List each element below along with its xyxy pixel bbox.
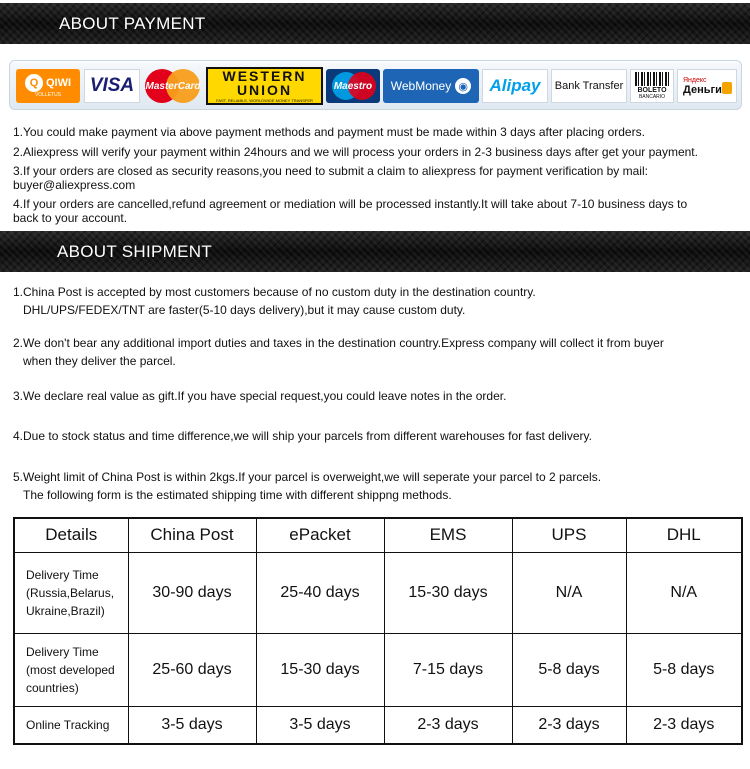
boleto-logo-text: BOLETO — [637, 87, 667, 94]
row-label-line: Delivery Time — [26, 567, 99, 582]
table-cell: 5-8 days — [512, 633, 626, 706]
table-cell: 15-30 days — [384, 552, 512, 633]
western-union-logo-text-2: UNION — [236, 82, 293, 98]
western-union-logo-subtext: FAST, RELIABLE, WORLDWIDE MONEY TRANSFER — [216, 98, 313, 103]
payment-logos-strip — [9, 60, 742, 110]
row-label-line: Delivery Time — [26, 644, 99, 659]
table-header-row — [14, 518, 742, 552]
row-label — [14, 552, 128, 633]
payment-item-4-cont: back to your account. — [13, 211, 128, 225]
payment-item-1: 1.You could make payment via above payment methods and payment must be made within 3 days after placing orders. — [13, 125, 645, 139]
table-cell: 5-8 days — [626, 633, 742, 706]
table-header-cell: China Post — [128, 518, 256, 552]
row-label-line: (Russia,Belarus, — [26, 585, 115, 600]
row-label — [14, 633, 128, 706]
table-header-cell: Details — [14, 518, 128, 552]
western-union-logo — [206, 67, 323, 105]
row-label — [14, 706, 128, 744]
qiwi-logo-text: QIWI — [45, 77, 72, 89]
boleto-logo — [630, 69, 674, 103]
table-cell: 2-3 days — [626, 706, 742, 744]
shipment-item-1-cont: DHL/UPS/FEDEX/TNT are faster(5-10 days delivery),but it may cause custom duty. — [23, 303, 466, 317]
webmoney-logo — [383, 69, 479, 103]
row-label-line: Ukraine,Brazil) — [26, 603, 105, 618]
table-header-cell: DHL — [626, 518, 742, 552]
table-header-cell: UPS — [512, 518, 626, 552]
qiwi-logo-subtext: VOLLETUS — [34, 92, 62, 98]
payment-item-3: 3.If your orders are closed as security reasons,you need to submit a claim to aliexpress for payment verification by mail: — [13, 164, 648, 178]
alipay-logo-text: Alipay — [489, 76, 541, 95]
payment-item-4: 4.If your orders are cancelled,refund agreement or mediation will be processed instantly.It will take about 7-10 business days to — [13, 197, 688, 211]
payment-banner — [0, 3, 750, 44]
mastercard-logo-text: MasterCard — [145, 80, 201, 92]
webmoney-logo-text: WebMoney — [390, 79, 452, 93]
shipment-item-1: 1.China Post is accepted by most customers because of no custom duty in the destination country. — [13, 285, 536, 299]
shipment-item-2-cont: when they deliver the parcel. — [23, 354, 176, 368]
table-row — [14, 706, 742, 744]
maestro-logo-text: Maestro — [333, 80, 373, 92]
globe-icon: ◉ — [455, 78, 471, 94]
table-cell: 2-3 days — [384, 706, 512, 744]
bank-transfer-logo-text: Bank Transfer — [554, 80, 624, 92]
shipment-item-5-cont: The following form is the estimated shipping time with different shippng methods. — [23, 488, 452, 502]
maestro-logo — [326, 69, 380, 103]
mastercard-logo — [143, 69, 203, 103]
boleto-logo-subtext: BANCARIO — [638, 94, 666, 100]
table-header-cell: ePacket — [256, 518, 384, 552]
table-cell: 3-5 days — [256, 706, 384, 744]
shipment-banner — [0, 231, 750, 272]
yandex-logo-text-1: Яндекс — [683, 76, 707, 84]
shipment-item-4: 4.Due to stock status and time difference,we will ship your parcels from different warehouses for fast delivery. — [13, 429, 592, 443]
table-cell: N/A — [512, 552, 626, 633]
visa-logo-text: VISA — [89, 75, 135, 96]
row-label-line: (most developed — [26, 662, 115, 677]
table-cell: 3-5 days — [128, 706, 256, 744]
payment-item-2: 2.Aliexpress will verify your payment within 24hours and we will process your orders in 2-3 business days after get your payment. — [13, 145, 698, 159]
payment-title: ABOUT PAYMENT — [59, 14, 206, 33]
table-cell: N/A — [626, 552, 742, 633]
table-cell: 7-15 days — [384, 633, 512, 706]
shipment-item-5: 5.Weight limit of China Post is within 2kgs.If your parcel is overweight,we will seperate your parcel to 2 parcels. — [13, 470, 602, 484]
row-label-line: Online Tracking — [26, 717, 110, 732]
table-cell: 25-60 days — [128, 633, 256, 706]
bank-transfer-logo — [551, 69, 627, 103]
yandex-logo-text-2: Деньги — [683, 83, 722, 96]
qiwi-logo — [16, 69, 80, 103]
alipay-logo — [482, 69, 548, 103]
shipping-time-table — [13, 517, 743, 745]
visa-logo — [84, 69, 140, 103]
row-label-line: countries) — [26, 680, 79, 695]
table-row — [14, 552, 742, 633]
table-row — [14, 633, 742, 706]
table-header-cell: EMS — [384, 518, 512, 552]
payment-item-3-email: buyer@aliexpress.com — [13, 178, 136, 192]
shipment-item-2: 2.We don't bear any additional import duties and taxes in the destination country.Express company will collect it from buyer — [13, 336, 664, 350]
western-union-logo-text-1: WESTERN — [222, 68, 307, 84]
table-cell: 25-40 days — [256, 552, 384, 633]
table-cell: 15-30 days — [256, 633, 384, 706]
table-cell: 30-90 days — [128, 552, 256, 633]
qiwi-icon: Q — [25, 74, 43, 92]
coin-icon — [722, 82, 732, 94]
shipment-item-3: 3.We declare real value as gift.If you have special request,you could leave notes in the order. — [13, 389, 507, 403]
yandex-money-logo — [677, 69, 737, 103]
barcode-icon — [635, 72, 669, 86]
shipment-title: ABOUT SHIPMENT — [57, 242, 213, 261]
table-cell: 2-3 days — [512, 706, 626, 744]
